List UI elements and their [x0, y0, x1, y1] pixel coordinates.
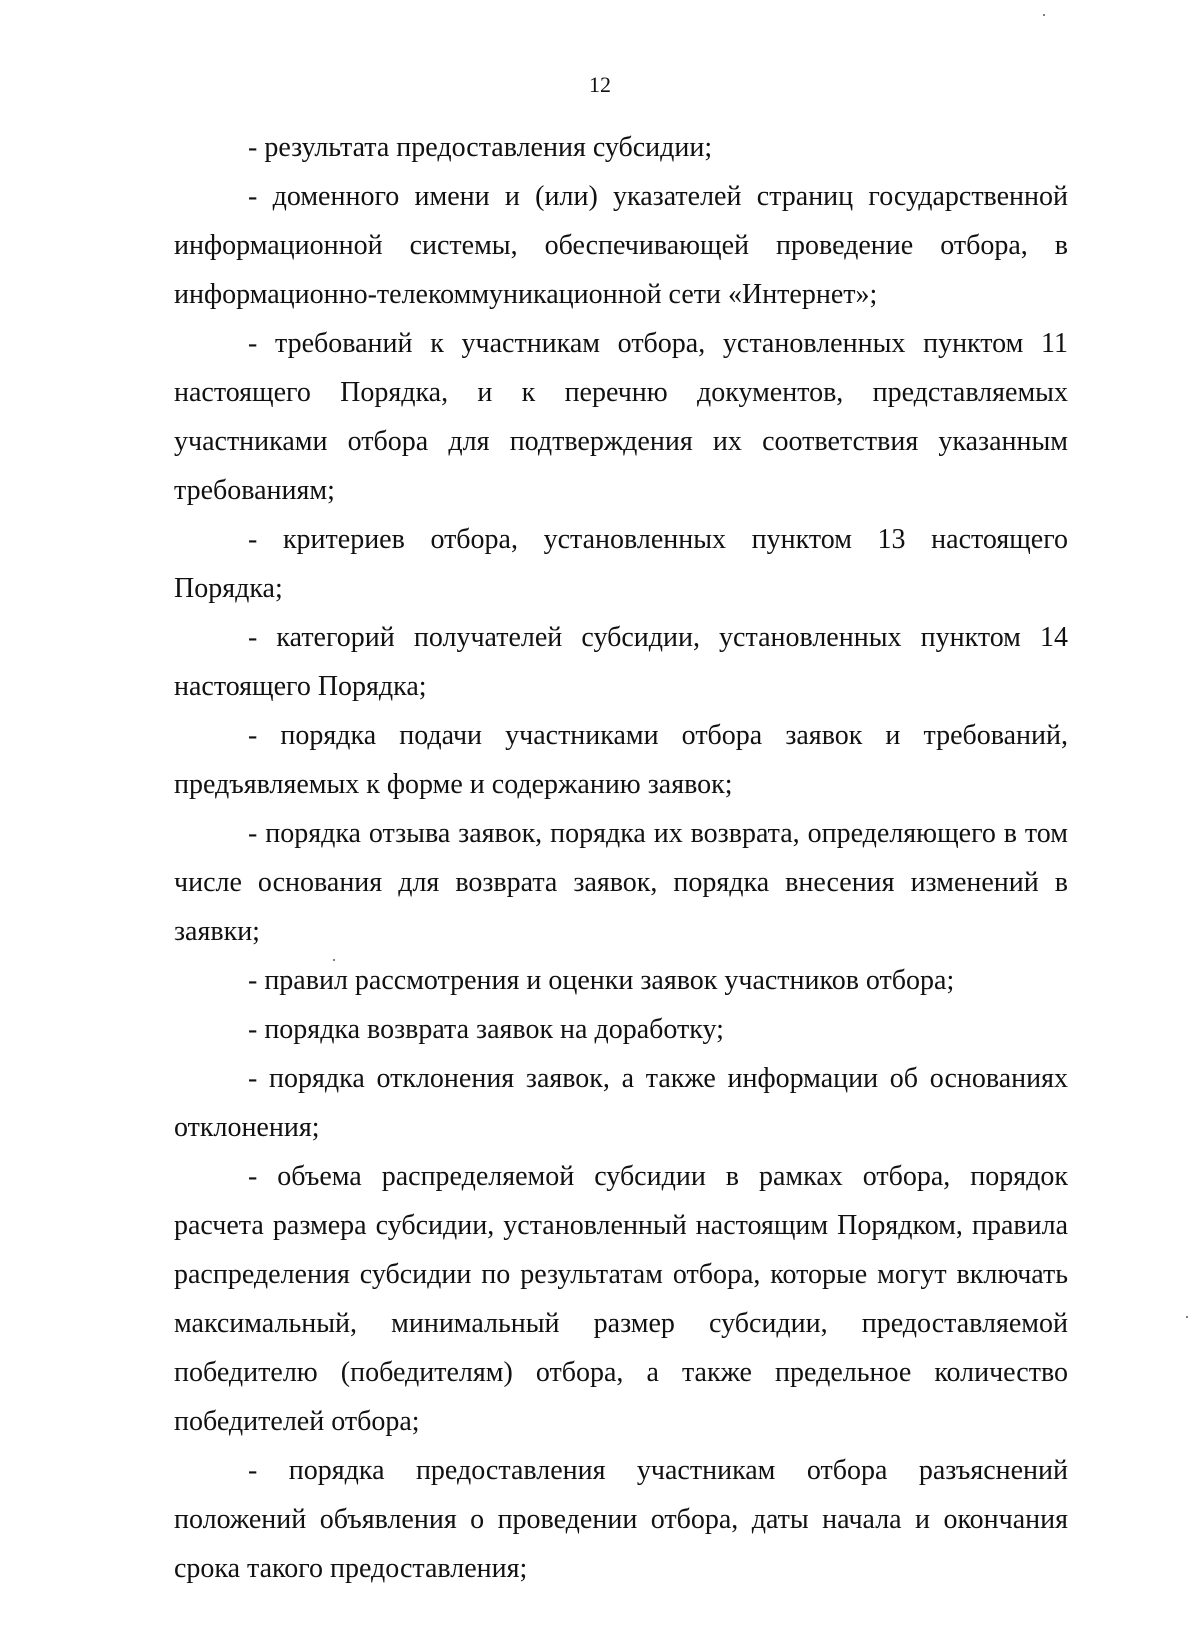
paragraph-application-withdrawal: - порядка отзыва заявок, порядка их возврата, определяющего в том числе основания для возврата заявок, порядка внесения изменений в заявки;	[174, 818, 1068, 947]
scan-speck	[1186, 1316, 1188, 1318]
paragraph-participant-requirements: - требований к участникам отбора, установленных пунктом 11 настоящего Порядка, и к перечню документов, представляемых участниками отбора для подтверждения их соответствия указанным требованиям;	[174, 328, 1068, 506]
paragraph-recipient-categories: - категорий получателей субсидии, установленных пунктом 14 настоящего Порядка;	[174, 622, 1068, 702]
paragraph-evaluation-rules: - правил рассмотрения и оценки заявок участников отбора;	[248, 965, 955, 996]
paragraph-application-submission: - порядка подачи участниками отбора заявок и требований, предъявляемых к форме и содержанию заявок;	[174, 720, 1068, 800]
paragraph-subsidy-volume: - объема распределяемой субсидии в рамках отбора, порядок расчета размера субсидии, установленный настоящим Порядком, правила распределения субсидии по результатам отбора, которые могут включать максимальный, минимальный размер субсидии, предоставляемой победителю (победителям) отбора, а также предельное количество победителей отбора;	[174, 1161, 1068, 1437]
page-number: 12	[589, 72, 611, 97]
document-body	[174, 123, 1068, 1593]
paragraph-clarifications: - порядка предоставления участникам отбора разъяснений положений объявления о проведении отбора, даты начала и окончания срока такого предоставления;	[174, 1455, 1068, 1584]
paragraph-result: - результата предоставления субсидии;	[248, 132, 713, 163]
paragraph-application-rejection: - порядка отклонения заявок, а также информации об основаниях отклонения;	[174, 1063, 1068, 1143]
paragraph-selection-criteria: - критериев отбора, установленных пунктом 13 настоящего Порядка;	[174, 524, 1068, 604]
scan-speck	[333, 959, 335, 961]
paragraph-domain-name: - доменного имени и (или) указателей страниц государственной информационной системы, обеспечивающей проведение отбора, в информационно-телекоммуникационной сети «Интернет»;	[174, 181, 1068, 310]
paragraph-return-for-revision: - порядка возврата заявок на доработку;	[248, 1014, 724, 1045]
scan-speck	[1043, 14, 1045, 16]
